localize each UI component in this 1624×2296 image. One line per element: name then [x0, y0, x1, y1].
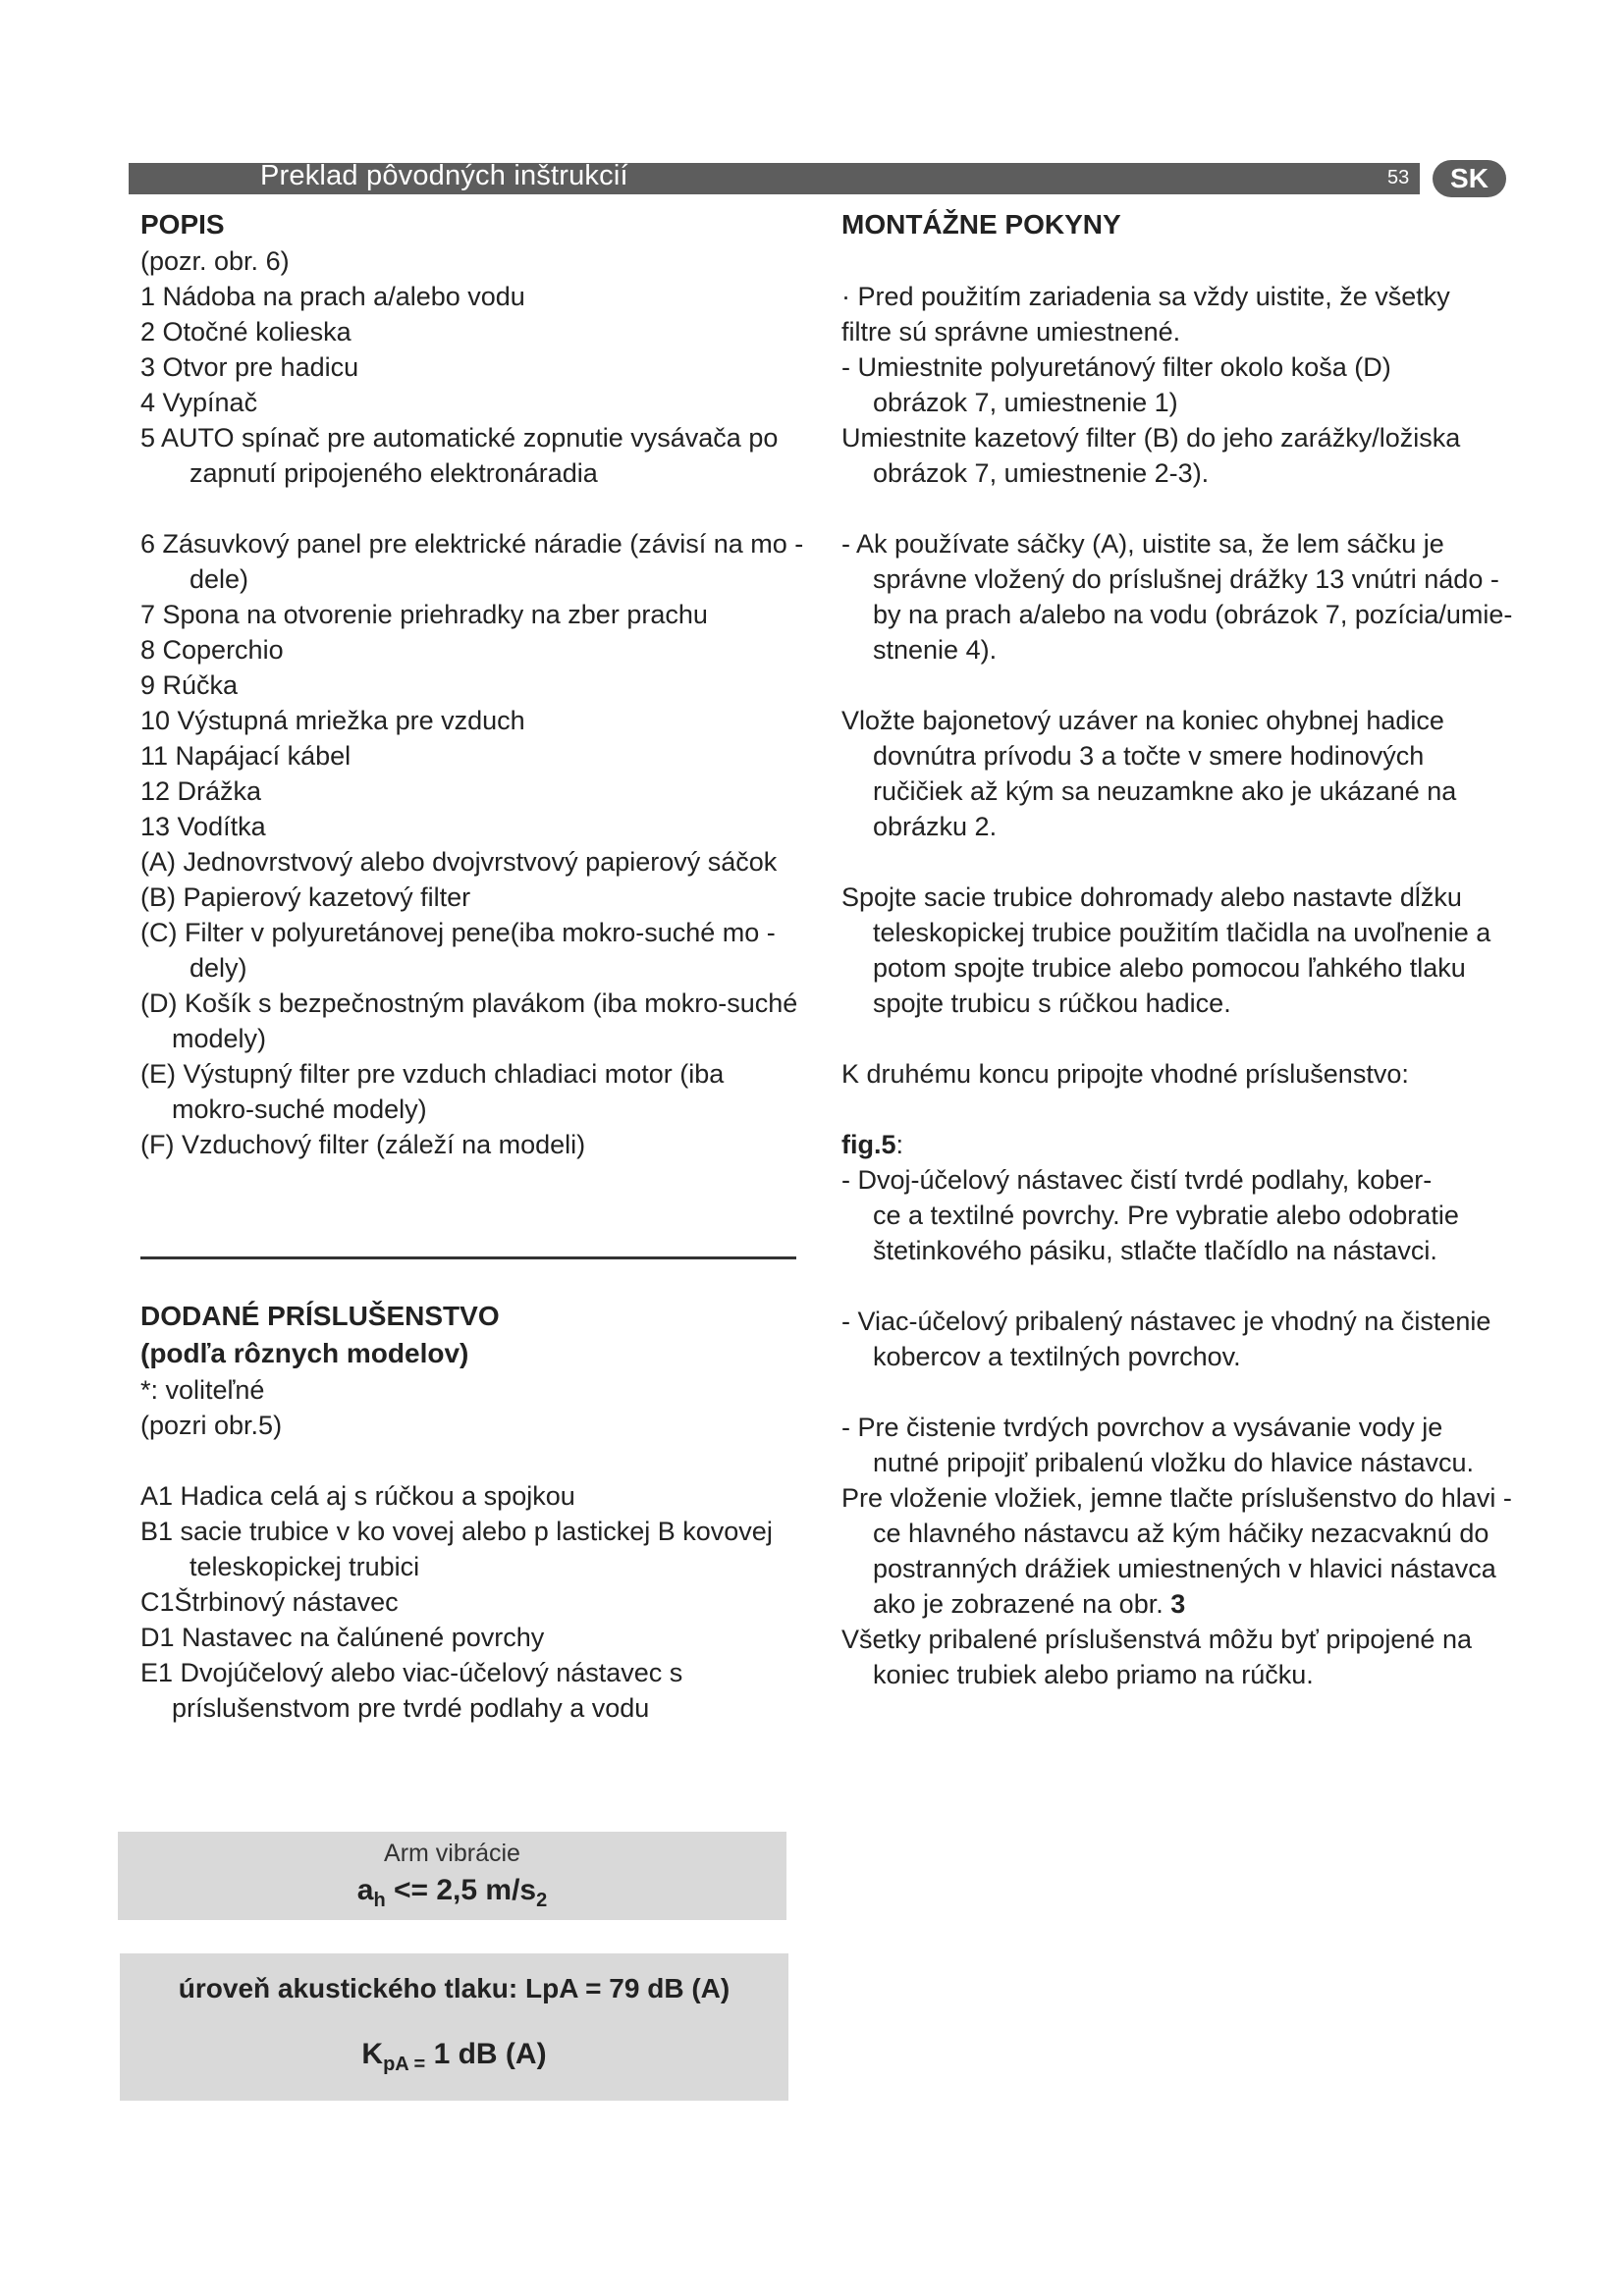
- accessory-item: teleskopickej trubici: [189, 1552, 420, 1581]
- popis-line: (C) Filter v polyuretánovej pene(iba mokro-suché mo -: [140, 918, 776, 947]
- popis-line: modely): [172, 1024, 267, 1053]
- instruction-line: filtre sú správne umiestnené.: [841, 317, 1181, 347]
- accessory-item: E1 Dvojúčelový alebo viac-účelový nástavec s: [140, 1658, 683, 1687]
- instruction-line: postranných drážiek umiestnených v hlavici nástavca: [873, 1554, 1496, 1583]
- instruction-line: - Pre čistenie tvrdých povrchov a vysávanie vody je: [841, 1413, 1443, 1442]
- instruction-line: potom spojte trubice alebo pomocou ľahkého tlaku: [873, 953, 1466, 983]
- vibration-amount: <= 2,5 m/s: [394, 1874, 537, 1906]
- instruction-line: - Ak používate sáčky (A), uistite sa, že lem sáčku je: [841, 529, 1444, 559]
- accessory-item: D1 Nastavec na čalúnené povrchy: [140, 1623, 545, 1652]
- instruction-line: ručičiek až kým sa neuzamkne ako je ukázané na: [873, 776, 1457, 806]
- instruction-line: koniec trubiek alebo priamo na rúčku.: [873, 1660, 1314, 1689]
- accessories-line: (pozri obr.5): [140, 1411, 283, 1440]
- instruction-line: obrázku 2.: [873, 812, 998, 841]
- k-symbol: K: [361, 2038, 384, 2070]
- vibration-box: [118, 1832, 786, 1920]
- popis-line: 5 AUTO spínač pre automatické zopnutie vysávača po: [140, 423, 779, 453]
- left-column: [140, 206, 804, 1162]
- accessories-heading: DODANÉ PRÍSLUŠENSTVO: [140, 1301, 500, 1331]
- popis-line: 6 Zásuvkový panel pre elektrické náradie (závisí na mo -: [140, 529, 804, 559]
- popis-line: 2 Otočné kolieska: [140, 317, 352, 347]
- popis-line: (D) Košík s bezpečnostným plavákom (iba mokro-suché: [140, 988, 798, 1018]
- accessory-item: príslušenstvom pre tvrdé podlahy a vodu: [172, 1693, 650, 1723]
- accessory-item: C1Štrbinový nástavec: [140, 1587, 399, 1617]
- accessory-item: B1 sacie trubice v ko vovej alebo p lastickej B kovovej: [140, 1517, 773, 1546]
- vibration-symbol: a: [356, 1874, 374, 1906]
- instruction-line: kobercov a textilných povrchov.: [873, 1342, 1241, 1371]
- popis-line: 4 Vypínač: [140, 388, 258, 417]
- popis-line: (B) Papierový kazetový filter: [140, 882, 471, 912]
- acoustic-box: [120, 1953, 788, 2101]
- instruction-line: - Viac-účelový pribalený nástavec je vhodný na čistenie: [841, 1307, 1491, 1336]
- instruction-line: ce a textilné povrchy. Pre vybratie alebo odobratie: [873, 1201, 1459, 1230]
- instruction-line: obrázok 7, umiestnenie 2-3).: [873, 458, 1210, 488]
- popis-line: 13 Vodítka: [140, 812, 266, 841]
- popis-line: 11 Napájací kábel: [140, 741, 352, 771]
- fig-reference: [841, 1127, 1515, 1162]
- instruction-line: Vložte bajonetový uzáver na koniec ohybnej hadice: [841, 706, 1444, 735]
- instruction-line: správne vložený do príslušnej drážky 13 vnútri nádo -: [873, 564, 1499, 594]
- accessories-line: *: voliteľné: [140, 1375, 265, 1405]
- instruction-line: - Umiestnite polyuretánový filter okolo koša (D): [841, 352, 1391, 382]
- header-title: Preklad pôvodných inštrukcií: [260, 160, 628, 191]
- popis-line: 9 Rúčka: [140, 670, 239, 700]
- popis-line: (E) Výstupný filter pre vzduch chladiaci motor (iba: [140, 1059, 725, 1089]
- acoustic-k-value: [120, 2038, 788, 2076]
- vibration-unit-sub: 2: [536, 1890, 548, 1911]
- language-badge: SK: [1433, 160, 1506, 197]
- instruction-line: Spojte sacie trubice dohromady alebo nastavte dĺžku: [841, 882, 1462, 912]
- accessories-subheading: (podľa rôznych modelov): [140, 1338, 469, 1368]
- instruction-line: stnenie 4).: [873, 635, 998, 665]
- instruction-line: štetinkového pásiku, stlačte tlačídlo na nástavci.: [873, 1236, 1437, 1265]
- popis-line: mokro-suché modely): [172, 1095, 427, 1124]
- instruction-line: Umiestnite kazetový filter (B) do jeho zarážky/ložiska: [841, 423, 1461, 453]
- instruction-line: ce hlavného nástavcu až kým háčiky nezacvaknú do: [873, 1519, 1489, 1548]
- montaz-heading: MONTÁŽNE POKYNY: [841, 209, 1121, 240]
- instruction-text: ako je zobrazené na obr.: [873, 1589, 1164, 1619]
- instruction-line: teleskopickej trubice použitím tlačidla na uvoľnenie a: [873, 918, 1491, 947]
- popis-line: zapnutí pripojeného elektronáradia: [189, 458, 598, 488]
- popis-line: (A) Jednovrstvový alebo dvojvrstvový papierový sáčok: [140, 847, 778, 877]
- figure-ref: 3: [1170, 1589, 1186, 1619]
- popis-line: dele): [189, 564, 249, 594]
- instruction-line: nutné pripojiť pribalenú vložku do hlavice nástavcu.: [873, 1448, 1474, 1477]
- popis-line: 8 Coperchio: [140, 635, 284, 665]
- popis-line: 7 Spona na otvorenie priehradky na zber prachu: [140, 600, 708, 629]
- vibration-value: [118, 1874, 786, 1912]
- vibration-symbol-sub: h: [373, 1890, 386, 1911]
- instruction-line: K druhému koncu pripojte vhodné príslušenstvo:: [841, 1059, 1409, 1089]
- fig-label: fig.5: [841, 1130, 896, 1159]
- instruction-line: obrázok 7, umiestnenie 1): [873, 388, 1178, 417]
- instruction-line: · Pred použitím zariadenia sa vždy uistite, že všetky: [841, 282, 1450, 311]
- popis-line: 12 Drážka: [140, 776, 262, 806]
- accessories-section: [140, 1298, 800, 1726]
- popis-line: (pozr. obr. 6): [140, 246, 290, 276]
- popis-line: dely): [189, 953, 247, 983]
- page-number: 53: [1387, 167, 1410, 188]
- acoustic-pressure: úroveň akustického tlaku: LpA = 79 dB (A): [178, 1973, 731, 2003]
- accessory-item: A1 Hadica celá aj s rúčkou a spojkou: [140, 1481, 575, 1511]
- popis-line: 3 Otvor pre hadicu: [140, 352, 359, 382]
- k-amount: 1 dB (A): [433, 2038, 547, 2070]
- instruction-line: dovnútra prívodu 3 a točte v smere hodinových: [873, 741, 1425, 771]
- instruction-line: spojte trubicu s rúčkou hadice.: [873, 988, 1231, 1018]
- instruction-line: Pre vloženie vložiek, jemne tlačte príslušenstvo do hlavi -: [841, 1483, 1512, 1513]
- right-column: [841, 206, 1515, 1692]
- instruction-line: Všetky pribalené príslušenstvá môžu byť pripojené na: [841, 1625, 1472, 1654]
- fig-colon: :: [895, 1130, 904, 1159]
- k-sub: pA =: [383, 2054, 426, 2075]
- popis-line: (F) Vzduchový filter (záleží na modeli): [140, 1130, 586, 1159]
- instruction-line: [841, 1586, 1515, 1622]
- popis-heading: POPIS: [140, 209, 225, 240]
- instruction-line: - Dvoj-účelový nástavec čistí tvrdé podlahy, kober-: [841, 1165, 1433, 1195]
- popis-line: 10 Výstupná mriežka pre vzduch: [140, 706, 525, 735]
- vibration-label: Arm vibrácie: [384, 1840, 520, 1867]
- section-divider: [140, 1256, 796, 1259]
- popis-line: 1 Nádoba na prach a/alebo vodu: [140, 282, 525, 311]
- instruction-line: by na prach a/alebo na vodu (obrázok 7, pozícia/umie-: [873, 600, 1513, 629]
